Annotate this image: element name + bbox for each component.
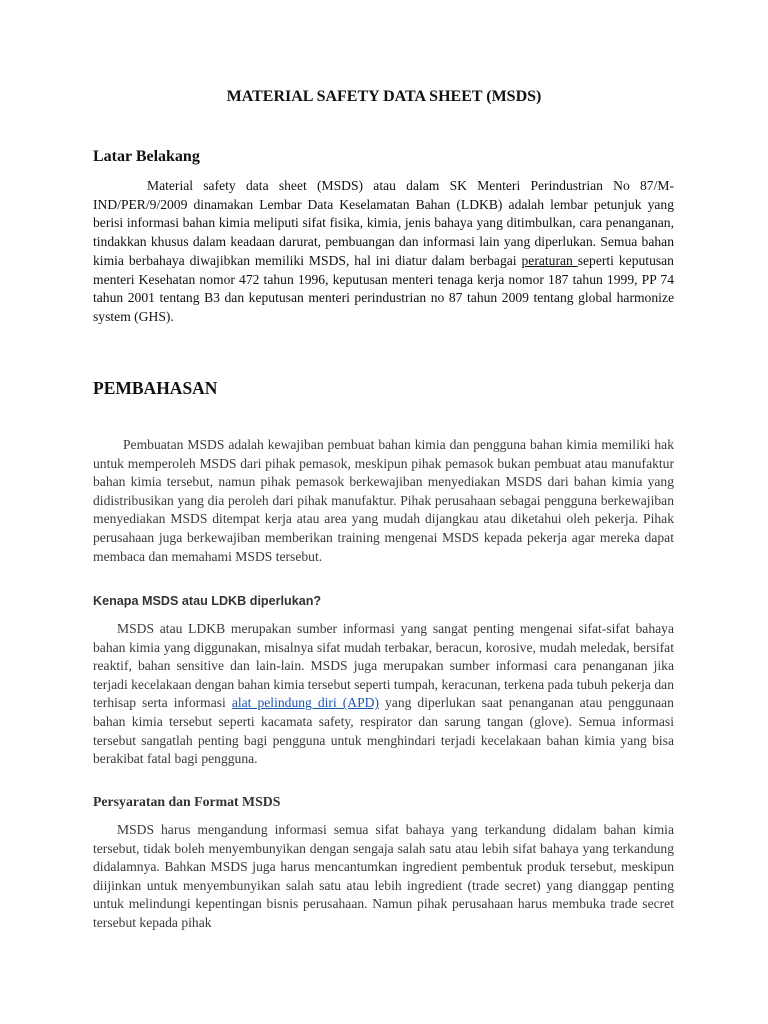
paragraph-text: seperti keputusan menteri Kesehatan nomor 472 tahun 1996, keputusan menteri tenaga kerja nomor 187 tahun 1999, PP 74 tahun 2001 tentang B3 dan keputusan menteri perindustrian no 87 tahun 2009 tentang global harmonize system (GHS). <box>93 252 674 324</box>
document-title: MATERIAL SAFETY DATA SHEET (MSDS) <box>226 88 542 105</box>
section-heading-persyaratan-format: Persyaratan dan Format MSDS <box>93 794 281 809</box>
paragraph-pembahasan: Pembuatan MSDS adalah kewajiban pembuat bahan kimia dan pengguna bahan kimia memiliki hak untuk memperoleh MSDS dari pihak pemasok, meskipun pihak pemasok bukan pembuat atau manufaktur bahan kimia tersebut, namun pihak pemasok berkewajiban menyediakan MSDS dari bahan kimia yang didistribusikan yang dia peroleh dari pihak manufaktur. Pihak perusahaan sebagai pengguna berkewajiban menyediakan MSDS ditempat kerja atau area yang mudah dijangkau atau diketahui oleh pekerja. Pihak perusahaan juga berkewajiban memberikan training mengenai MSDS kepada pekerja agar mereka dapat membaca dan memahami MSDS tersebut. <box>93 437 674 564</box>
paragraph-latar-belakang <box>93 177 674 327</box>
paragraph-text: Material safety data sheet (MSDS) atau dalam SK Menteri Perindustrian No 87/M-IND/PER/9/2009 dinamakan Lembar Data Keselamatan Bahan (LDKB) adalah lembar petunjuk yang berisi informasi bahan kimia meliputi sifat fisika, kimia, jenis bahaya yang ditimbulkan, cara penanganan, tindakkan khusus dalam keadaan darurat, pembuangan dan informasi lain yang diperlukan. Semua bahan kimia berbahaya diwajibkan memiliki MSDS, hal ini diatur dalam berbagai <box>93 178 674 268</box>
paragraph-text: yang diperlukan saat penanganan atau penggunaan bahan kimia tersebut seperti kacamata safety, respirator dan sarung tangan (glove). Semua informasi tersebut sangatlah penting bagi pengguna untuk menghindari terjadi kecelakaan bahan kimia yang bisa berakibat fatal bagi pengguna. <box>93 695 674 767</box>
paragraph-kenapa-msds <box>93 620 674 769</box>
paragraph-persyaratan-format: MSDS harus mengandung informasi semua sifat bahaya yang terkandung didalam bahan kimia tersebut, tidak boleh menyembunyikan dengan sengaja salah satu atau lebih sifat bahaya yang terkandung didalamnya. Bahkan MSDS juga harus mencantumkan ingredient pembentuk produk tersebut, meskipun diijinkan untuk menyembunyikan salah satu atau lebih ingredient (trade secret) yang dianggap penting untuk melindungi kepentingan bisnis perusahaan. Namun pihak perusahaan harus membuka trade secret tersebut kepada pihak <box>93 822 674 930</box>
section-heading-latar-belakang: Latar Belakang <box>93 148 200 165</box>
paragraph-text: MSDS atau LDKB merupakan sumber informasi yang sangat penting mengenai sifat-sifat bahaya bahan kimia yang diggunakan, misalnya sifat mudah terbakar, beracun, korosive, mudah meledak, bersifat reaktif, bahan sensitive dan lain-lain. MSDS juga merupakan sumber informasi cara penanganan jika terjadi kecelakaan dengan bahan kimia tersebut seperti tumpah, keracunan, terkena pada tubuh pekerja dan terhisap serta informasi <box>93 621 674 711</box>
apd-link[interactable]: alat pelindung diri (APD) <box>231 695 379 711</box>
section-heading-pembahasan: PEMBAHASAN <box>93 378 218 398</box>
peraturan-link[interactable]: peraturan <box>521 252 578 268</box>
section-heading-kenapa-msds: Kenapa MSDS atau LDKB diperlukan? <box>93 594 322 608</box>
